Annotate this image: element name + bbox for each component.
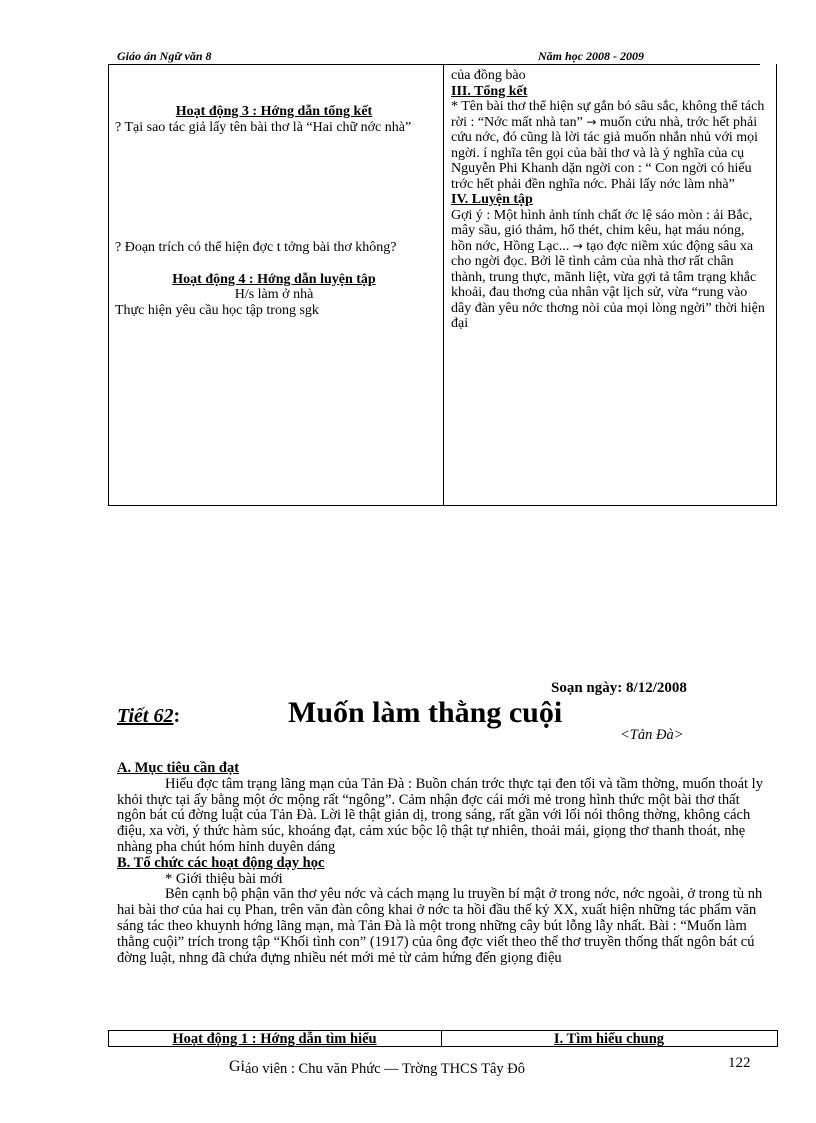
practice-text-1: Gợi ý : Một hình ảnh tính chất ớc lệ sáo mòn : ải Bắc, mây sầu, gió thảm, hổ thét, chim kêu, hạt máu nóng, hồn nớc, Hồng Lạc... <box>451 207 753 254</box>
period-number: Tiết 62 <box>117 705 174 727</box>
author-name: <Tản Đà> <box>620 727 684 743</box>
question-title: ? Tại sao tác giả lấy tên bài thơ là “Hai chữ nớc nhà” <box>115 119 412 135</box>
homework-note: H/s làm ở nhà <box>234 287 314 302</box>
table2-bottom-border <box>108 1046 778 1047</box>
header-left: Giáo án Ngữ văn 8 <box>117 49 212 63</box>
section-a-paragraph: Hiểu đợc tâm trạng lãng mạn của Tản Đà : Buồn chán trớc thực tại đen tối và tầm thờng, muốn thoát ly khỏi thực tại ấy bằng một ớc mộng rất “ngông”. Cảm nhận đợc cái mới mẻ trong hình thức một bài thơ thất ngôn bát cú đờng luật của Tản Đà. Lời lẽ thật giản dị, trong sáng, rất gần với lối nói thông thờng, không cách điệu, xa vời, ý thức hàm súc, khoáng đạt, cảm xúc bộc lộ thật tự nhiên, thoải mái, giọng thơ thanh thoát, nhẹ nhàng pha chút hóm hỉnh duyên dáng <box>117 775 763 855</box>
general-study-heading: I. Tìm hiểu chung <box>553 1031 665 1046</box>
period-label <box>117 705 180 728</box>
question-excerpt: ? Đoạn trích có thể hiện đợc t tởng bài thơ không? <box>115 240 397 255</box>
summary-heading: III. Tổng kết <box>451 83 528 99</box>
table1-divider <box>443 64 444 506</box>
summary-text-1: * Tên bài thơ thể hiện sự gắn bó sâu sắc, không thể tách rời : “Nớc mất nhà tan” <box>451 99 765 130</box>
section-a-heading: A. Mục tiêu cần đạt <box>117 760 240 776</box>
practice-heading: IV. Luyện tập <box>451 192 533 207</box>
activity1-heading: Hoạt động 1 : Hớng dẫn tìm hiểu <box>172 1031 377 1046</box>
summary-text-2: muốn cứu nhà, trớc hết phải cứu nớc, đó cũng là lời tác giả muốn nhắn nhủ với mọi ngời. í nghĩa tên gọi của bài thơ và là ý nghĩa của cụ Nguyễn Phi Khanh dặn ngời con : “ Con ngời có hiếu trớc hết phải đền nghĩa nớc. Phải lấy nớc làm nhà” <box>451 114 759 192</box>
prep-date: Soạn ngày: 8/12/2008 <box>551 680 687 696</box>
footer-teacher <box>229 1058 525 1078</box>
footer-teacher-initial: Gi <box>229 1058 245 1075</box>
table1-bottom-border <box>108 505 777 506</box>
period-colon: : <box>173 705 181 727</box>
arrow-right-icon: → <box>572 238 583 253</box>
summary-paragraph <box>451 99 769 192</box>
arrow-right-icon: → <box>586 114 597 129</box>
footer-teacher-text: áo viên : Chu văn Phức — Trờng THCS Tây Đô <box>245 1061 526 1077</box>
section-b-heading: B. Tổ chức các hoạt động dạy học <box>117 854 325 871</box>
table1-right-border <box>776 64 777 506</box>
practice-paragraph <box>451 208 769 332</box>
intro-label: * Giới thiệu bài mới <box>165 870 283 887</box>
activity4-heading: Hoạt động 4 : Hớng dẫn luyện tập <box>172 271 376 287</box>
page-number: 122 <box>728 1055 751 1071</box>
lesson-body <box>117 761 767 966</box>
header-right: Năm học 2008 - 2009 <box>538 49 644 63</box>
table2-right-border <box>777 1030 778 1047</box>
practice-text-2: tạo đợc niềm xúc động sâu xa cho ngời đọc. Bởi lẽ tình cảm của nhà thơ rất chân thành, trung thực, mãnh liệt, vừa gợi tả tâm trạng khắc khoải, đau thơng của nhân vật lịch sử, vừa “rung vào dây đàn yêu nớc thơng nòi của mọi lòng ngời” thời hiện đại <box>451 238 765 331</box>
activity3-heading: Hoạt động 3 : Hớng dẫn tổng kết <box>175 104 373 119</box>
table1-left-border <box>108 64 109 506</box>
header-rule <box>108 64 760 65</box>
continued-text: của đồng bào <box>451 68 526 83</box>
task-note: Thực hiện yêu cầu học tập trong sgk <box>115 302 319 318</box>
section-b-paragraph: Bên cạnh bộ phận văn thơ yêu nớc và cách mạng lu truyền bí mật ở trong nớc, nớc ngoài, ở trong tù nh hai bài thơ của hai cụ Phan, trên văn đàn công khai ở nớc ta hồi đầu thế kỷ XX, xuất hiện những tác phẩm văn sáng tác theo khuynh hớng lãng mạn, mà Tản Đà là một trong những cây bút lỗng lẫy nhất. Bài : “Muốn làm thằng cuội” trích trong tập “Khối tình con” (1917) của ông đợc viết theo thể thơ truyền thống thất ngôn bát cú đờng luật, nhng đã chứa đựng nhiều nét mới mẻ từ cảm hứng đến giọng điệu <box>117 886 763 966</box>
lesson-title: Muốn làm thằng cuội <box>288 696 563 729</box>
table1-left-cell <box>115 104 433 135</box>
table1-right-cell <box>451 68 769 332</box>
table1-left-cell-lower <box>115 240 433 318</box>
